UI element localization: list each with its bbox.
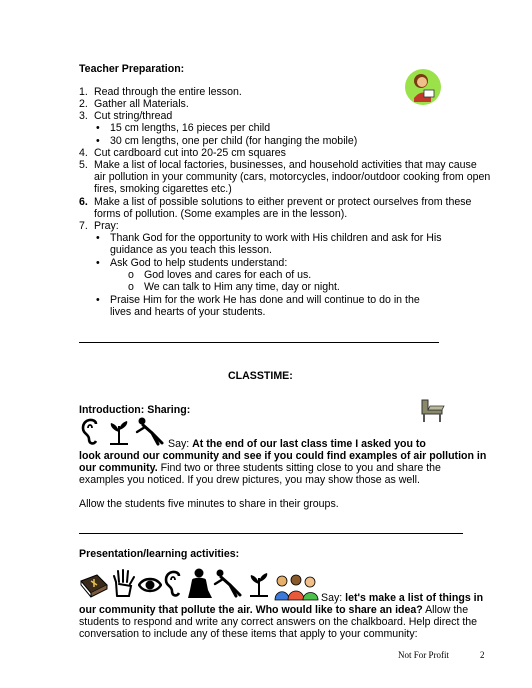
- pres-line-4: conversation to include any of these items that apply to your community:: [79, 628, 418, 640]
- bullet: •: [96, 122, 100, 134]
- prep-item-6: 6.: [79, 196, 88, 208]
- prep-item-6-cont: forms of pollution. (Some examples are in the lesson).: [94, 208, 348, 220]
- intro-bold-1: At the end of our last class time I asked you to: [192, 438, 426, 450]
- kneeling-person-icon: [186, 568, 212, 600]
- stretching-person-icon: [212, 568, 244, 598]
- prep-item-5-cont-1: air pollution in your community (cars, motorcycles, indoor/outdoor cooking from open: [94, 171, 491, 183]
- bullet: •: [96, 232, 100, 244]
- intro-say-line: [168, 438, 426, 451]
- pray-bullet-1-line-1: Thank God for the opportunity to work with His children and ask for His: [110, 232, 442, 244]
- intro-bold-2: look around our community and see if you could find examples of air pollution in: [79, 450, 487, 462]
- prep-item-3-text: Cut string/thread: [94, 110, 173, 122]
- divider-1: [79, 342, 439, 343]
- pres-line-3: students to respond and write any correct answers on the chalkboard. Help direct the: [79, 616, 478, 628]
- bullet: •: [96, 257, 100, 269]
- ear-icon: [79, 418, 103, 446]
- sub-bullet: o: [128, 269, 134, 281]
- prep-item-6-text: Make a list of possible solutions to either prevent or protect ourselves from these: [94, 196, 472, 208]
- presentation-heading: Presentation/learning activities:: [79, 548, 240, 560]
- intro-say-label: Say:: [168, 438, 190, 450]
- intro-line-3: [79, 462, 441, 475]
- plant-icon: [106, 418, 132, 446]
- sub-bullet: o: [128, 281, 134, 293]
- prep-item-5: 5.: [79, 159, 88, 171]
- pray-bullet-2: Ask God to help students understand:: [110, 257, 288, 269]
- prep-heading: Teacher Preparation:: [79, 63, 185, 75]
- prep-item-3: 3.: [79, 110, 88, 122]
- pray-bullet-3-line-1: Praise Him for the work He has done and will continue to do in the: [110, 294, 420, 306]
- teacher-reading-icon: [404, 68, 442, 106]
- prep-item-2: 2.: [79, 98, 88, 110]
- prep-item-5-cont-2: fires, smoking cigarettes etc.): [94, 183, 232, 195]
- pres-say-label: Say:: [321, 592, 343, 604]
- prep-item-4-text: Cut cardboard cut into 20-25 cm squares: [94, 147, 286, 159]
- prep-item-3-sub-1: 15 cm lengths, 16 pieces per child: [110, 122, 271, 134]
- intro-bold-3: our community.: [79, 462, 158, 474]
- intro-allow: Allow the students five minutes to share in their groups.: [79, 498, 339, 510]
- pres-rest-2: Allow the: [422, 604, 469, 616]
- ear-icon: [162, 570, 186, 598]
- eye-icon: [138, 574, 162, 596]
- bullet: •: [96, 135, 100, 147]
- classtime-heading: CLASSTIME:: [228, 370, 293, 382]
- prep-item-2-text: Gather all Materials.: [94, 98, 189, 110]
- intro-line-4: examples you noticed. If you drew pictures, you may show those as well.: [79, 474, 420, 486]
- pres-line-2: [79, 604, 468, 617]
- prep-item-3-sub-2: 30 cm lengths, one per child (for hanging the mobile): [110, 135, 358, 147]
- pres-say-line: [321, 592, 483, 605]
- intro-rest-3: Find two or three students sitting close to you and share the: [157, 462, 441, 474]
- prep-item-7-text: Pray:: [94, 220, 119, 232]
- prep-item-1: 1.: [79, 86, 88, 98]
- bible-icon: [79, 571, 109, 599]
- prep-item-1-text: Read through the entire lesson.: [94, 86, 242, 98]
- pres-bold-2: our community that pollute the air. Who would like to share an idea?: [79, 604, 423, 616]
- bullet: •: [96, 294, 100, 306]
- page-number: 2: [480, 650, 485, 660]
- stretching-person-icon: [134, 416, 166, 446]
- footer-label: Not For Profit: [398, 650, 450, 660]
- prep-item-5-text: Make a list of local factories, businesses, and household activities that may cause: [94, 159, 477, 171]
- pray-sub-1: God loves and cares for each of us.: [144, 269, 312, 281]
- prep-item-7: 7.: [79, 220, 88, 232]
- children-group-icon: [274, 574, 320, 602]
- divider-2: [79, 533, 463, 534]
- hand-icon: [111, 568, 137, 598]
- prep-item-4: 4.: [79, 147, 88, 159]
- plant-icon: [246, 570, 272, 598]
- pray-bullet-1-line-2: guidance as you teach this lesson.: [110, 244, 272, 256]
- pres-bold-1: let's make a list of things in: [345, 592, 484, 604]
- pray-sub-2: We can talk to Him any time, day or night.: [144, 281, 340, 293]
- pray-bullet-3-line-2: lives and hearts of your students.: [110, 306, 266, 318]
- chair-icon: [418, 396, 446, 424]
- intro-heading: Introduction: Sharing:: [79, 404, 191, 416]
